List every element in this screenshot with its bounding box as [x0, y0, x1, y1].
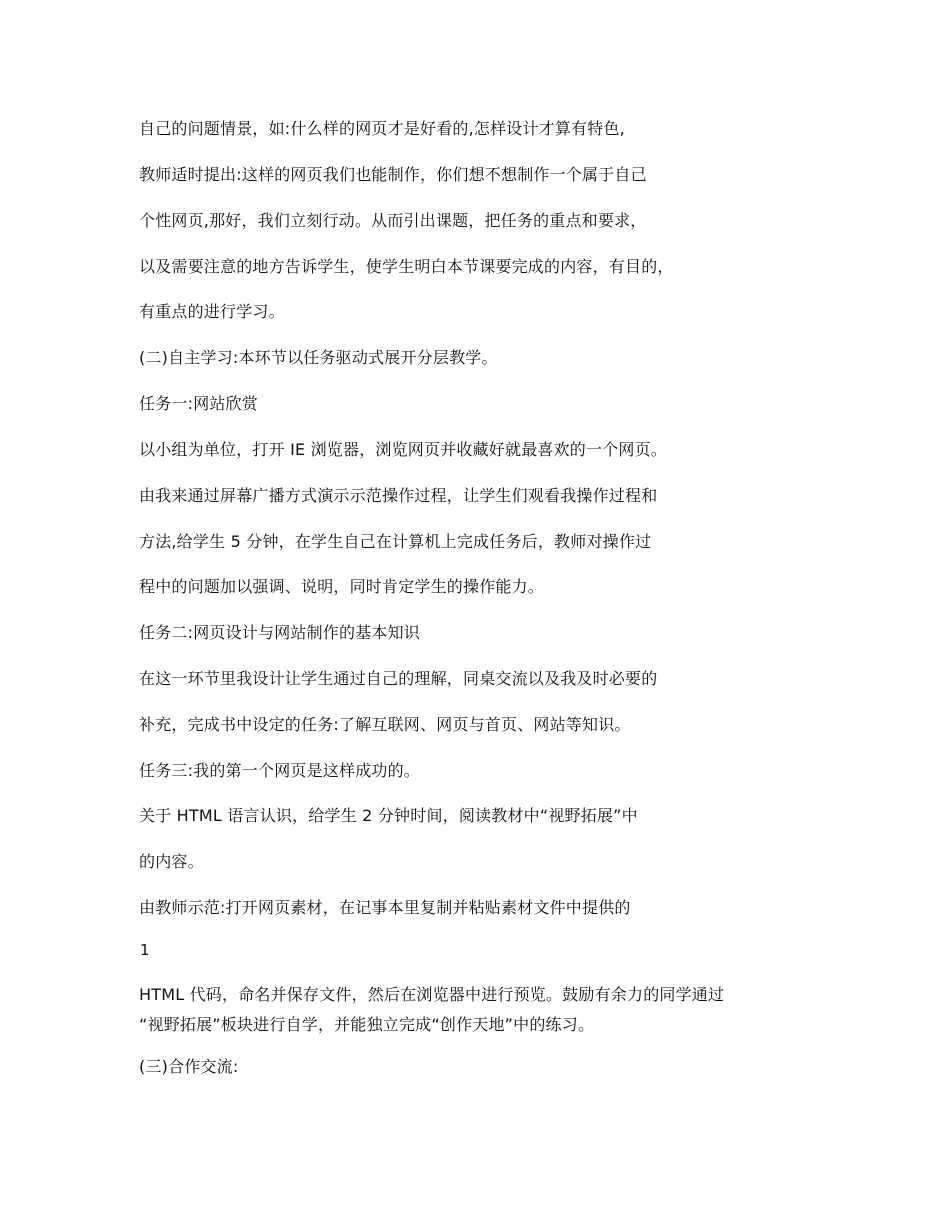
section-heading: (二)自主学习:本环节以任务驱动式展开分层教学。	[139, 348, 498, 367]
text-line: 有重点的进行学习。	[139, 302, 285, 321]
text-line: 由教师示范:打开网页素材，在记事本里复制并粘贴素材文件中提供的	[139, 898, 631, 917]
task-heading: 任务一:网站欣赏	[139, 394, 258, 413]
task-heading: 任务二:网页设计与网站制作的基本知识	[139, 623, 420, 642]
text-line: 以及需要注意的地方告诉学生，使学生明白本节课要完成的内容，有目的，	[139, 257, 674, 276]
text-line: 补充，完成书中设定的任务:了解互联网、网页与首页、网站等知识。	[139, 715, 631, 734]
text-line: 个性网页,那好，我们立刻行动。从而引出课题，把任务的重点和要求，	[139, 211, 647, 230]
text-line: 关于 HTML 语言认识，给学生 2 分钟时间，阅读教材中“视野拓展”中	[139, 806, 638, 825]
text-line: 由我来通过屏幕广播方式演示示范操作过程，让学生们观看我操作过程和	[139, 486, 658, 505]
text-line: “视野拓展”板块进行自学，并能独立完成“创作天地”中的练习。	[139, 1015, 595, 1034]
text-line: 自己的问题情景，如:什么样的网页才是好看的,怎样设计才算有特色,	[139, 119, 625, 138]
text-line: 以小组为单位，打开 IE 浏览器，浏览网页并收藏好就最喜欢的一个网页。	[139, 440, 668, 459]
section-heading: (三)合作交流:	[139, 1057, 239, 1076]
task-heading: 任务三:我的第一个网页是这样成功的。	[139, 761, 420, 780]
text-line: 方法,给学生 5 分钟，在学生自己在计算机上完成任务后，教师对操作过	[139, 532, 652, 551]
text-line: 的内容。	[139, 852, 204, 871]
page-number: 1	[140, 941, 150, 959]
text-line: 教师适时提出:这样的网页我们也能制作，你们想不想制作一个属于自己	[139, 165, 647, 184]
text-line: 程中的问题加以强调、说明，同时肯定学生的操作能力。	[139, 577, 545, 596]
text-line: HTML 代码，命名并保存文件，然后在浏览器中进行预览。鼓励有余力的同学通过	[139, 985, 725, 1004]
text-line: 在这一环节里我设计让学生通过自己的理解，同桌交流以及我及时必要的	[139, 669, 658, 688]
